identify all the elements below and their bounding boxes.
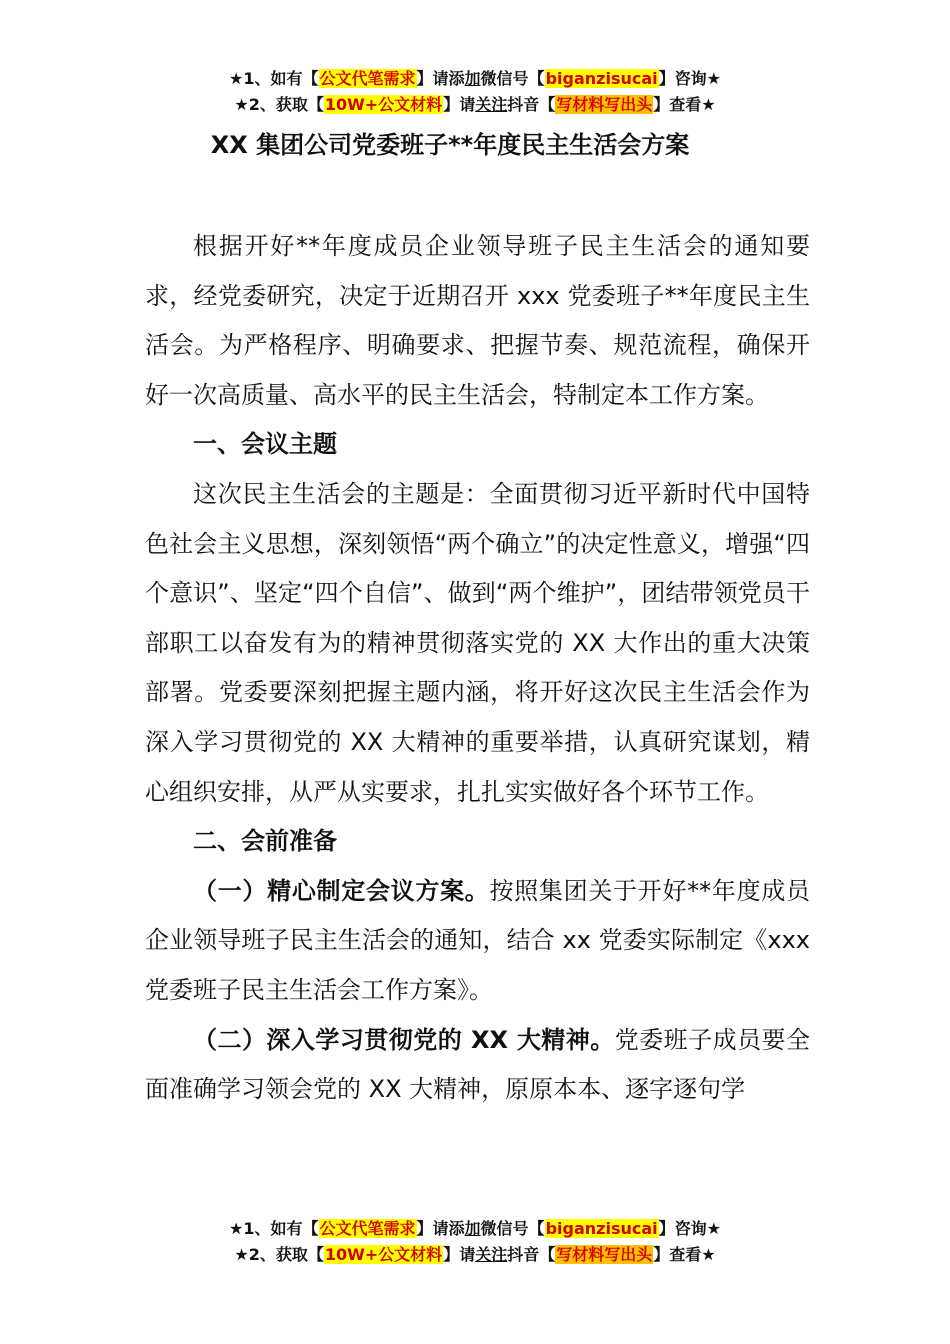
promo-text: 】请添	[416, 1219, 465, 1238]
douyin-id: 写材料写出头	[556, 1245, 653, 1264]
item-2-title: （二）深入学习贯彻党的 XX 大精神。	[193, 1025, 615, 1054]
promo-text: ★2、获取【	[234, 95, 324, 114]
wechat-id: biganzisucai	[545, 69, 658, 88]
promo-text: ★1、如有【	[229, 1219, 319, 1238]
intro-paragraph: 根据开好**年度成员企业领导班子民主生活会的通知要求，经党委研究，决定于近期召开 xxx 党委班子**年度民主生活会。为严格程序、明确要求、把握节奏、规范流程，确保开好一次高质量、高水平的民主生活会，特制定本工作方案。	[145, 232, 810, 409]
promo-text: 】查看★	[653, 95, 716, 114]
document-body	[145, 222, 810, 1115]
promo-text: 抖音【	[507, 95, 556, 114]
promo-text: ★2、获取【	[234, 1245, 324, 1264]
promo-text: 抖音【	[507, 1245, 556, 1264]
promo-banner-top	[0, 66, 950, 118]
section-heading-2: 二、会前准备	[193, 827, 337, 856]
promo-text: ★1、如有【	[229, 69, 319, 88]
item-2-body: 党委班子成员要全面准确学习领会党的 XX 大精神，原原本本、逐字逐句学	[145, 1025, 811, 1104]
section-heading-1: 一、会议主题	[193, 430, 337, 459]
promo-banner-bottom	[0, 1216, 950, 1268]
item-1-body: 按照集团关于开好**年度成员企业领导班子民主生活会的通知，结合 xx 党委实际制定《xxx 党委班子民主生活会工作方案》。	[145, 876, 810, 1004]
promo-text: 】咨询★	[658, 69, 721, 88]
promo-text: 】请	[443, 95, 476, 114]
promo-highlight: 公文代笔需求	[319, 69, 416, 88]
promo-text: 关注	[475, 95, 508, 114]
promo-text: 微信号【	[480, 1219, 545, 1238]
promo-text: 】请	[443, 1245, 476, 1264]
promo-line-2	[0, 1242, 950, 1268]
promo-text: 关注	[475, 1245, 508, 1264]
promo-text: 微信号【	[480, 69, 545, 88]
promo-text: 】请添	[416, 69, 465, 88]
douyin-id: 写材料写出头	[556, 95, 653, 114]
promo-highlight: 公文代笔需求	[319, 1219, 416, 1238]
promo-highlight: 10W+公文材料	[324, 1245, 443, 1264]
promo-highlight: 10W+公文材料	[324, 95, 443, 114]
promo-line-1	[0, 66, 950, 92]
document-title: XX 集团公司党委班子**年度民主生活会方案	[210, 131, 690, 159]
promo-text: 】咨询★	[658, 1219, 721, 1238]
promo-text: 】查看★	[653, 1245, 716, 1264]
promo-line-1	[0, 1216, 950, 1242]
promo-text: 加	[464, 69, 481, 88]
promo-text: 加	[464, 1219, 481, 1238]
wechat-id: biganzisucai	[545, 1219, 658, 1238]
promo-line-2	[0, 92, 950, 118]
section-1-paragraph: 这次民主生活会的主题是：全面贯彻习近平新时代中国特色社会主义思想，深刻领悟“两个确立”的决定性意义，增强“四个意识”、坚定“四个自信”、做到“两个维护”，团结带领党员干部职工以奋发有为的精神贯彻落实党的 XX 大作出的重大决策部署。党委要深刻把握主题内涵，将开好这次民主生活会作为深入学习贯彻党的 XX 大精神的重要举措，认真研究谋划，精心组织安排，从严从实要求，扎扎实实做好各个环节工作。	[145, 479, 810, 806]
item-1-title: （一）精心制定会议方案。	[193, 876, 490, 905]
section-2-item-2	[145, 1016, 810, 1115]
section-2-item-1	[145, 867, 810, 1016]
